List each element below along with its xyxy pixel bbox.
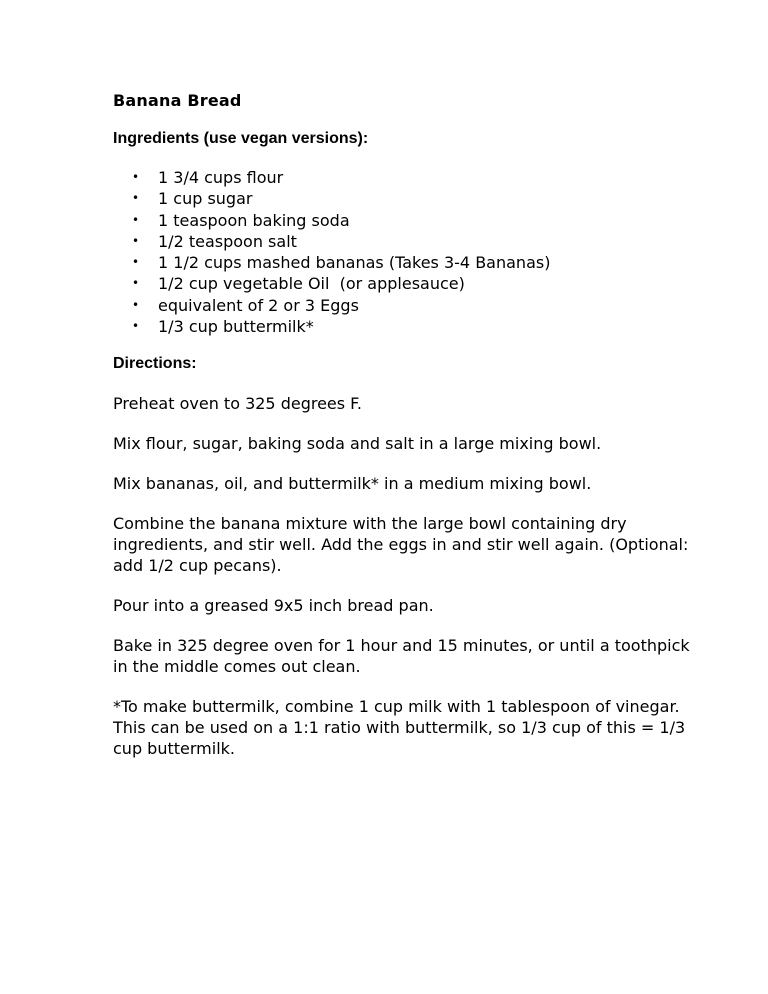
directions-heading: Directions: bbox=[113, 355, 197, 373]
direction-step: Mix bananas, oil, and buttermilk* in a medium mixing bowl. bbox=[113, 474, 592, 494]
ingredient-list bbox=[113, 167, 703, 337]
list-item bbox=[113, 252, 703, 273]
list-item bbox=[113, 295, 703, 316]
recipe-content bbox=[113, 90, 703, 778]
bullet-icon: • bbox=[132, 170, 140, 184]
ingredient-text: equivalent of 2 or 3 Eggs bbox=[158, 295, 359, 315]
bullet-icon: • bbox=[132, 191, 140, 206]
list-item bbox=[113, 210, 703, 231]
buttermilk-note: *To make buttermilk, combine 1 cup milk with 1 tablespoon of vinegar. This can be used on a 1:1 ratio with buttermilk, so 1/3 cup of this = 1/3 cup buttermilk. bbox=[113, 697, 686, 759]
ingredient-text: 1/2 cup vegetable Oil (or applesauce) bbox=[158, 274, 465, 294]
ingredient-text: 1 cup sugar bbox=[158, 189, 253, 209]
ingredient-text: 1/2 teaspoon salt bbox=[158, 231, 297, 251]
bullet-icon: • bbox=[132, 255, 140, 270]
direction-step: Bake in 325 degree oven for 1 hour and 15 minutes, or until a toothpick in the middle comes out clean. bbox=[113, 636, 690, 677]
direction-step: Pour into a greased 9x5 inch bread pan. bbox=[113, 596, 434, 616]
bullet-icon: • bbox=[132, 276, 140, 291]
list-item bbox=[113, 231, 703, 252]
list-item bbox=[113, 273, 703, 294]
ingredient-text: 1/3 cup buttermilk* bbox=[158, 317, 314, 337]
direction-step: Preheat oven to 325 degrees F. bbox=[113, 394, 362, 414]
list-item bbox=[113, 167, 703, 188]
ingredient-text: 1 1/2 cups mashed bananas (Takes 3-4 Bananas) bbox=[158, 253, 551, 273]
list-item bbox=[113, 316, 703, 337]
recipe-title: Banana Bread bbox=[113, 91, 242, 110]
bullet-icon: • bbox=[132, 233, 140, 248]
bullet-icon: • bbox=[132, 319, 140, 334]
ingredient-text: 1 3/4 cups flour bbox=[158, 168, 284, 187]
list-item bbox=[113, 188, 703, 209]
bullet-icon: • bbox=[132, 297, 140, 312]
direction-step: Combine the banana mixture with the large bowl containing dry ingredients, and stir well. Add the eggs in and stir well again. (Optional: add 1/2 cup pecans). bbox=[113, 514, 689, 576]
bullet-icon: • bbox=[132, 212, 140, 227]
ingredient-text: 1 teaspoon baking soda bbox=[158, 210, 350, 230]
ingredients-heading: Ingredients (use vegan versions): bbox=[113, 130, 369, 147]
direction-step: Mix flour, sugar, baking soda and salt in a large mixing bowl. bbox=[113, 434, 602, 454]
